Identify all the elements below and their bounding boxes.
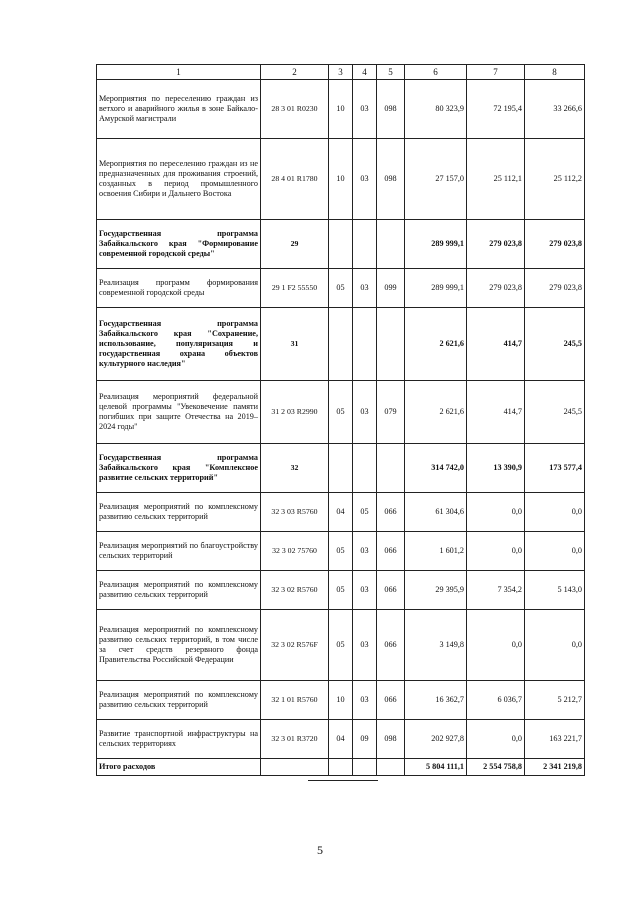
amount-col-6: 61 304,6 [405, 493, 467, 532]
amount-col-8: 2 341 219,8 [525, 759, 585, 776]
expense-type-code: 099 [377, 269, 405, 308]
amount-col-7: 6 036,7 [467, 681, 525, 720]
item-name: Реализация мероприятий по комплексному развитию сельских территорий [97, 571, 261, 610]
amount-col-8: 245,5 [525, 381, 585, 444]
item-name: Реализация мероприятий по комплексному развитию сельских территорий [97, 681, 261, 720]
item-name: Государственная программа Забайкальского края "Формирование современной городской среды" [97, 220, 261, 269]
expense-type-code: 098 [377, 720, 405, 759]
item-code: 29 1 F2 55550 [261, 269, 329, 308]
section-code: 05 [329, 269, 353, 308]
amount-col-6: 2 621,6 [405, 308, 467, 381]
amount-col-8: 5 143,0 [525, 571, 585, 610]
subsection-code: 03 [353, 381, 377, 444]
section-code: 10 [329, 139, 353, 220]
column-header: 7 [467, 65, 525, 80]
item-code [261, 759, 329, 776]
table-row [97, 444, 585, 493]
amount-col-7: 279 023,8 [467, 269, 525, 308]
amount-col-8: 0,0 [525, 532, 585, 571]
expense-type-code [377, 444, 405, 493]
section-code: 05 [329, 381, 353, 444]
section-code: 05 [329, 571, 353, 610]
table-row [97, 610, 585, 681]
table-row [97, 139, 585, 220]
item-code: 28 3 01 R0230 [261, 80, 329, 139]
item-code: 32 3 02 R576F [261, 610, 329, 681]
table-row [97, 80, 585, 139]
amount-col-7: 0,0 [467, 493, 525, 532]
amount-col-7: 25 112,1 [467, 139, 525, 220]
item-code: 32 3 02 R5760 [261, 571, 329, 610]
item-name: Реализация мероприятий по комплексному развитию сельских территорий, в том числе за счет средств резервного фонда Правительства Российской Федерации [97, 610, 261, 681]
item-name: Итого расходов [97, 759, 261, 776]
column-header: 8 [525, 65, 585, 80]
amount-col-8: 279 023,8 [525, 220, 585, 269]
expense-type-code: 066 [377, 532, 405, 571]
item-code: 29 [261, 220, 329, 269]
item-name: Государственная программа Забайкальского края "Сохранение, использование, популяризация и государственная охрана объектов культурного наследия" [97, 308, 261, 381]
subsection-code [353, 759, 377, 776]
item-code: 28 4 01 R1780 [261, 139, 329, 220]
page-number: 5 [317, 843, 323, 857]
section-code: 05 [329, 610, 353, 681]
column-header: 3 [329, 65, 353, 80]
expense-type-code: 066 [377, 493, 405, 532]
header-row [97, 65, 585, 80]
item-code: 32 [261, 444, 329, 493]
amount-col-6: 289 999,1 [405, 220, 467, 269]
item-code: 32 1 01 R5760 [261, 681, 329, 720]
amount-col-6: 80 323,9 [405, 80, 467, 139]
amount-col-6: 3 149,8 [405, 610, 467, 681]
amount-col-7: 7 354,2 [467, 571, 525, 610]
subsection-code [353, 308, 377, 381]
item-name: Реализация программ формирования современной городской среды [97, 269, 261, 308]
section-code [329, 444, 353, 493]
item-code: 31 [261, 308, 329, 381]
amount-col-8: 25 112,2 [525, 139, 585, 220]
table-row [97, 269, 585, 308]
amount-col-6: 29 395,9 [405, 571, 467, 610]
amount-col-7: 2 554 758,8 [467, 759, 525, 776]
amount-col-7: 414,7 [467, 308, 525, 381]
section-code: 04 [329, 493, 353, 532]
item-code: 32 3 01 R3720 [261, 720, 329, 759]
column-header: 6 [405, 65, 467, 80]
amount-col-7: 279 023,8 [467, 220, 525, 269]
expense-type-code: 079 [377, 381, 405, 444]
expense-type-code: 066 [377, 681, 405, 720]
section-code [329, 220, 353, 269]
amount-col-6: 2 621,6 [405, 381, 467, 444]
amount-col-7: 72 195,4 [467, 80, 525, 139]
amount-col-8: 279 023,8 [525, 269, 585, 308]
expense-type-code [377, 308, 405, 381]
table-row [97, 681, 585, 720]
column-header: 5 [377, 65, 405, 80]
budget-table [96, 64, 585, 776]
expense-type-code: 066 [377, 571, 405, 610]
expense-type-code: 098 [377, 139, 405, 220]
amount-col-8: 5 212,7 [525, 681, 585, 720]
amount-col-6: 5 804 111,1 [405, 759, 467, 776]
item-name: Реализация мероприятий по комплексному развитию сельских территорий [97, 493, 261, 532]
subsection-code [353, 444, 377, 493]
subsection-code: 03 [353, 80, 377, 139]
table-row [97, 220, 585, 269]
amount-col-7: 0,0 [467, 610, 525, 681]
table-row [97, 308, 585, 381]
amount-col-6: 202 927,8 [405, 720, 467, 759]
amount-col-8: 0,0 [525, 610, 585, 681]
amount-col-6: 27 157,0 [405, 139, 467, 220]
expense-type-code [377, 220, 405, 269]
item-code: 32 3 02 75760 [261, 532, 329, 571]
amount-col-6: 1 601,2 [405, 532, 467, 571]
section-code [329, 308, 353, 381]
table-row [97, 759, 585, 776]
expense-type-code: 098 [377, 80, 405, 139]
item-name: Реализация мероприятий федеральной целевой программы "Увековечение памяти погибших при защите Отечества на 2019–2024 годы" [97, 381, 261, 444]
amount-col-6: 289 999,1 [405, 269, 467, 308]
amount-col-6: 16 362,7 [405, 681, 467, 720]
item-code: 31 2 03 R2990 [261, 381, 329, 444]
subsection-code: 03 [353, 610, 377, 681]
item-name: Мероприятия по переселению граждан из не предназначенных для проживания строений, созданных в период промышленного освоения Сибири и Дальнего Востока [97, 139, 261, 220]
section-code: 04 [329, 720, 353, 759]
section-code: 05 [329, 532, 353, 571]
expense-type-code [377, 759, 405, 776]
subsection-code: 09 [353, 720, 377, 759]
table-row [97, 493, 585, 532]
subsection-code: 03 [353, 532, 377, 571]
amount-col-8: 163 221,7 [525, 720, 585, 759]
item-code: 32 3 03 R5760 [261, 493, 329, 532]
section-code: 10 [329, 681, 353, 720]
item-name: Мероприятия по переселению граждан из ветхого и аварийного жилья в зоне Байкало-Амурской магистрали [97, 80, 261, 139]
subsection-code: 05 [353, 493, 377, 532]
column-header: 2 [261, 65, 329, 80]
item-name: Развитие транспортной инфраструктуры на сельских территориях [97, 720, 261, 759]
subsection-code: 03 [353, 571, 377, 610]
divider-line [308, 780, 378, 781]
section-code [329, 759, 353, 776]
amount-col-6: 314 742,0 [405, 444, 467, 493]
amount-col-7: 0,0 [467, 532, 525, 571]
amount-col-7: 414,7 [467, 381, 525, 444]
amount-col-7: 0,0 [467, 720, 525, 759]
column-header: 1 [97, 65, 261, 80]
amount-col-8: 245,5 [525, 308, 585, 381]
subsection-code: 03 [353, 269, 377, 308]
amount-col-8: 0,0 [525, 493, 585, 532]
subsection-code: 03 [353, 139, 377, 220]
subsection-code: 03 [353, 681, 377, 720]
table-body [97, 65, 585, 776]
table-row [97, 532, 585, 571]
item-name: Государственная программа Забайкальского края "Комплексное развитие сельских территорий" [97, 444, 261, 493]
table-row [97, 381, 585, 444]
amount-col-8: 173 577,4 [525, 444, 585, 493]
amount-col-7: 13 390,9 [467, 444, 525, 493]
expense-type-code: 066 [377, 610, 405, 681]
section-code: 10 [329, 80, 353, 139]
table-row [97, 720, 585, 759]
table-row [97, 571, 585, 610]
item-name: Реализация мероприятий по благоустройству сельских территорий [97, 532, 261, 571]
amount-col-8: 33 266,6 [525, 80, 585, 139]
subsection-code [353, 220, 377, 269]
column-header: 4 [353, 65, 377, 80]
